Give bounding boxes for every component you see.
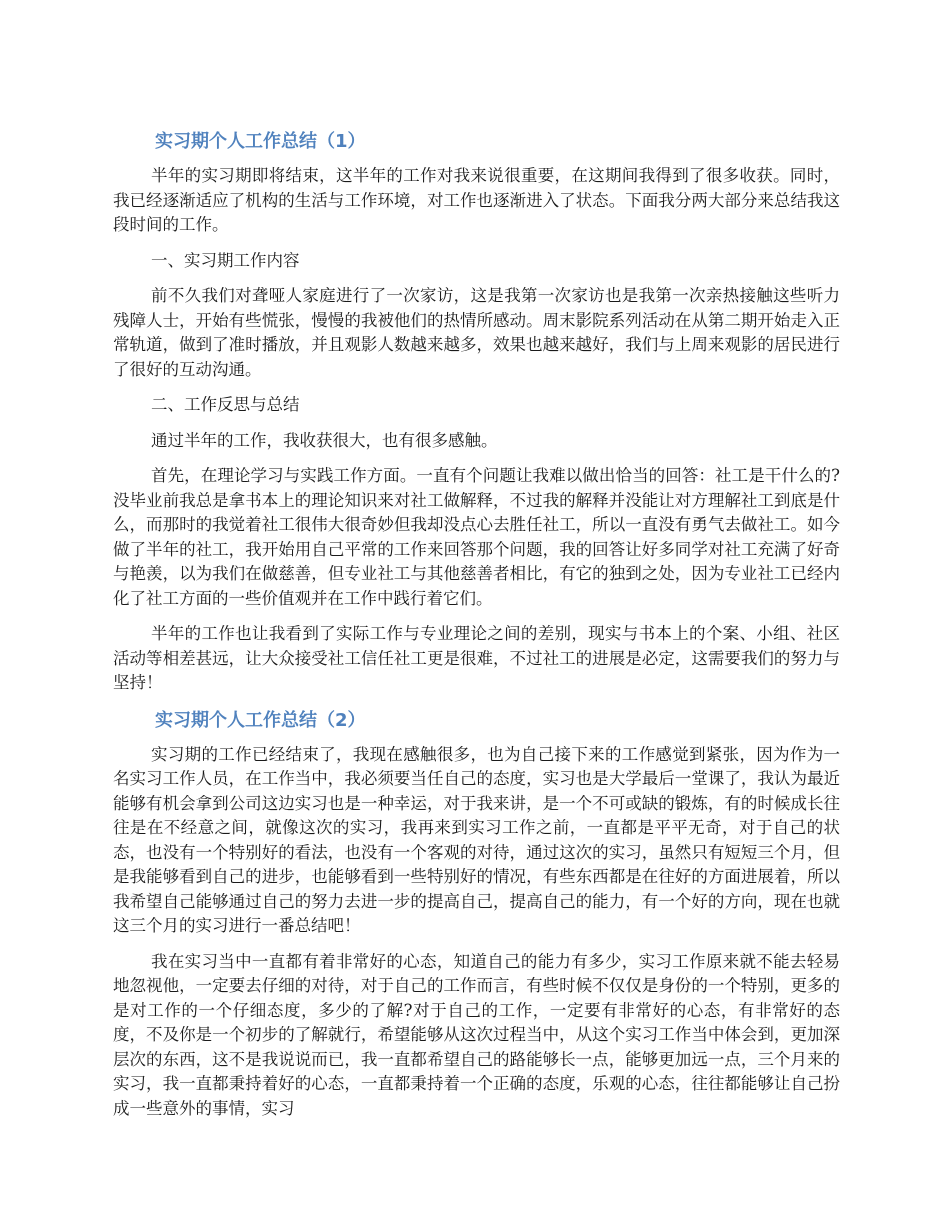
subheading: 一、实习期工作内容 (151, 250, 300, 270)
section-1 (113, 128, 840, 696)
paragraph: 半年的工作也让我看到了实际工作与专业理论之间的差别，现实与书本上的个案、小组、社区活动等相差甚远，让大众接受社工信任社工更是很难，不过社工的进展是必定，这需要我们的努力与坚持！ (113, 624, 840, 692)
subheading: 二、工作反思与总结 (151, 395, 300, 414)
paragraph: 实习期的工作已经结束了，我现在感触很多，也为自己接下来的工作感觉到紧张，因为作为一名实习工作人员，在工作当中，我必须要当任自己的态度，实习也是大学最后一堂课了，我认为最近能够有机会拿到公司这边实习也是一种幸运，对于我来讲，是一个不可或缺的锻炼，有的时候成长往往是在不经意之间，就像这次的实习，我再来到实习工作之前，一直都是平平无奇，对于自己的状态，也没有一个特别好的看法，也没有一个客观的对待，通过这次的实习，虽然只有短短三个月，但是我能够看到自己的进步，也能够看到一些特别好的情况，有些东西都是在往好的方面进展着，所以我希望自己能够通过自己的努力去进一步的提高自己，提高自己的能力，有一个好的方向，现在也就这三个月的实习进行一番总结吧！ (113, 744, 840, 935)
paragraph: 首先，在理论学习与实践工作方面。一直有个问题让我难以做出恰当的回答：社工是干什么的?没毕业前我总是拿书本上的理论知识来对社工做解释，不过我的解释并没能让对方理解社工到底是什么，而那时的我觉着社工很伟大很奇妙但我却没点心去胜任社工，所以一直没有勇气去做社工。如今做了半年的社工，我开始用自己平常的工作来回答那个问题，我的回答让好多同学对社工充满了好奇与艳羡，以为我们在做慈善，但专业社工与其他慈善者相比，有它的独到之处，因为专业社工已经内化了社工方面的一些价值观并在工作中践行着它们。 (113, 466, 840, 608)
section-title: 实习期个人工作总结（1） (155, 131, 366, 152)
section-title: 实习期个人工作总结（2） (155, 709, 366, 731)
paragraph: 半年的实习期即将结束，这半年的工作对我来说很重要，在这期间我得到了很多收获。同时，我已经逐渐适应了机构的生活与工作环境，对工作也逐渐进入了状态。下面我分两大部分来总结我这段时间的工作。 (113, 166, 840, 234)
paragraph: 前不久我们对聋哑人家庭进行了一次家访，这是我第一次家访也是我第一次亲热接触这些听力残障人士，开始有些慌张，慢慢的我被他们的热情所感动。周末影院系列活动在从第二期开始走入正常轨道，做到了准时播放，并且观影人数越来越多，效果也越来越好，我们与上周来观影的居民进行了很好的互动沟通。 (113, 286, 840, 379)
document-page (113, 128, 840, 1132)
section-2 (113, 707, 840, 1122)
paragraph: 我在实习当中一直都有着非常好的心态，知道自己的能力有多少，实习工作原来就不能去轻易地忽视他，一定要去仔细的对待，对于自己的工作而言，有些时候不仅仅是身份的一个特别，更多的是对工作的一个仔细态度，多少的了解?对于自己的工作，一定要有非常好的心态，有非常好的态度，不及你是一个初步的了解就行，希望能够从这次过程当中，从这个实习工作当中体会到，更加深层次的东西，这不是我说说而已，我一直都希望自己的路能够长一点，能够更加远一点，三个月来的实习，我一直都秉持着好的心态，一直都秉持着一个正确的态度，乐观的心态，往往都能够让自己扮成一些意外的事情，实习 (113, 951, 840, 1118)
paragraph: 通过半年的工作，我收获很大，也有很多感触。 (151, 430, 498, 450)
